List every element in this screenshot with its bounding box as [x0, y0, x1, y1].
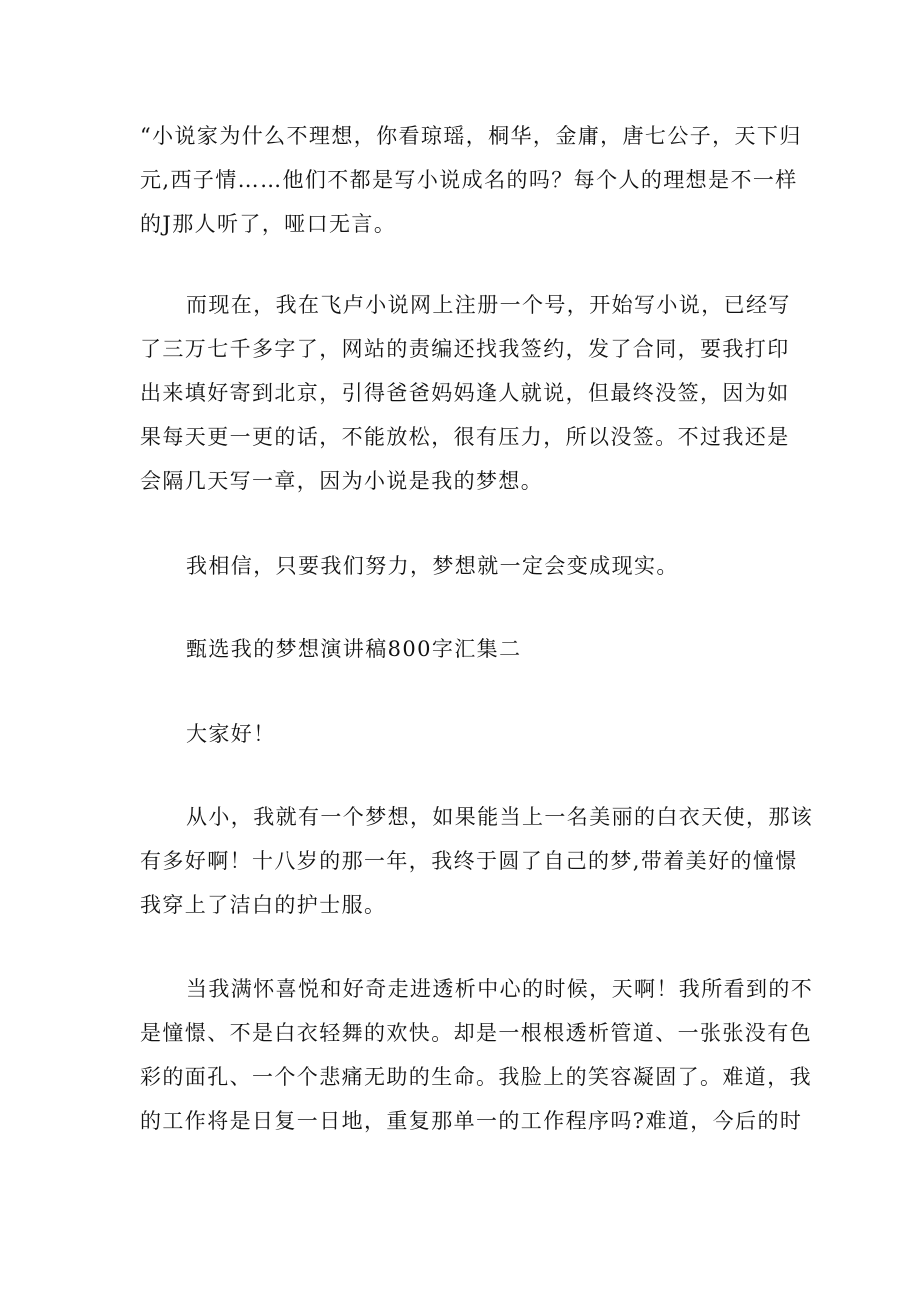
- text-line: 从小，我就有一个梦想，如果能当上一名美丽的白衣天使，那该: [186, 805, 814, 829]
- text-line: 甄选我的梦想演讲稿800字汇集二: [186, 637, 522, 661]
- text-line: 了三万七千多字了，网站的责编还找我签约，发了合同，要我打印: [140, 337, 790, 361]
- text-line: 果每天更一更的话，不能放松，很有压力，所以没签。不过我还是: [140, 425, 790, 449]
- paragraph-greeting: [186, 712, 790, 756]
- text-line: 的工作将是日复一日地，重复那单一的工作程序吗?难道，今后的时: [140, 1109, 803, 1133]
- paragraph-dialysis-center: [140, 967, 814, 1143]
- text-line: 彩的面孔、一个个悲痛无助的生命。我脸上的笑容凝固了。难道，我: [140, 1065, 812, 1089]
- paragraph-writing-online: [140, 283, 790, 503]
- paragraph-belief: [186, 544, 790, 588]
- text-line: 我穿上了洁白的护士服。: [140, 893, 387, 917]
- text-line: 当我满怀喜悦和好奇走进透析中心的时候，天啊！我所看到的不: [186, 977, 814, 1001]
- text-line: 的J那人听了，哑口无言。: [140, 212, 397, 236]
- text-line: “小说家为什么不理想，你看琼瑶，桐华，金庸，唐七公子，天下归: [140, 124, 802, 148]
- text-line: 会隔几天写一章，因为小说是我的梦想。: [140, 469, 544, 493]
- text-line: 我相信，只要我们努力，梦想就一定会变成现实。: [186, 554, 679, 578]
- section-heading: [186, 627, 790, 671]
- text-line: 是憧憬、不是白衣轻舞的欢快。却是一根根透析管道、一张张没有色: [140, 1021, 812, 1045]
- paragraph-quote-novelists: [140, 114, 802, 246]
- text-line: 出来填好寄到北京，引得爸爸妈妈逢人就说，但最终没签，因为如: [140, 381, 790, 405]
- text-line: 而现在，我在飞卢小说网上注册一个号，开始写小说，已经写: [186, 293, 791, 317]
- text-line: 元,西子情……他们不都是写小说成名的吗？每个人的理想是不一样: [140, 168, 798, 192]
- paragraph-childhood-dream: [140, 795, 814, 927]
- text-line: 有多好啊！十八岁的那一年，我终于圆了自己的梦,带着美好的憧憬: [140, 849, 798, 873]
- text-line: 大家好！: [186, 722, 276, 746]
